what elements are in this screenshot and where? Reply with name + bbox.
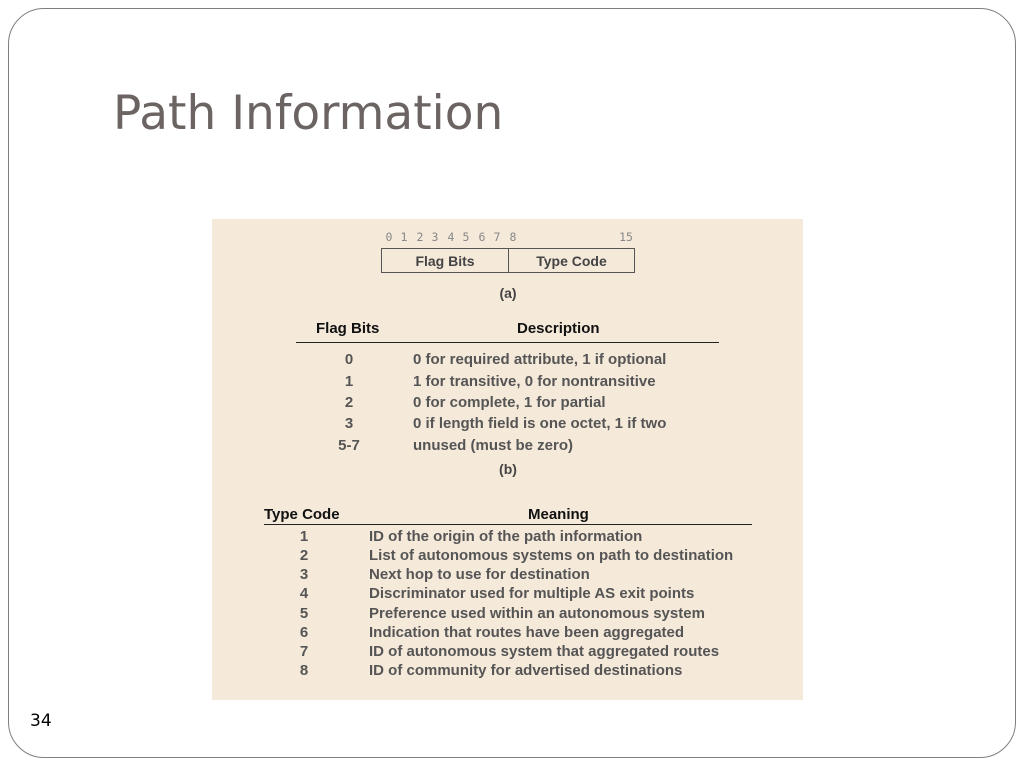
type-code-value: 8 <box>299 662 309 679</box>
slide-title: Path Information <box>113 86 504 141</box>
type-code-value: 3 <box>299 566 309 583</box>
type-code-meaning: List of autonomous systems on path to destination <box>369 547 734 564</box>
type-code-meaning: Preference used within an autonomous system <box>369 605 705 622</box>
flag-bit-description: unused (must be zero) <box>413 437 574 454</box>
type-code-header: Type Code <box>264 506 340 523</box>
type-code-meaning: Indication that routes have been aggregated <box>369 624 685 641</box>
flag-bits-header: Flag Bits <box>316 320 380 337</box>
type-code-value: 2 <box>299 547 309 564</box>
type-code-meaning: Next hop to use for destination <box>369 566 590 583</box>
flag-bit-value: 5-7 <box>338 437 360 454</box>
flag-bit-value: 3 <box>344 415 354 432</box>
slide-number: 34 <box>30 711 52 731</box>
flag-bit-description: 0 for required attribute, 1 if optional <box>413 351 667 368</box>
type-code-value: 7 <box>299 643 309 660</box>
type-code-value: 4 <box>299 585 309 602</box>
bit-number: 4 <box>447 230 455 244</box>
type-code-value: 6 <box>299 624 309 641</box>
flag-bit-description: 1 for transitive, 0 for nontransitive <box>413 373 656 390</box>
type-code-field: Type Code <box>508 248 635 273</box>
path-attribute-figure <box>212 219 803 700</box>
table-b-rule <box>296 342 719 343</box>
figure-caption-a: (a) <box>499 285 517 301</box>
bit-number: 5 <box>462 230 470 244</box>
type-code-value: 5 <box>299 605 309 622</box>
bit-number: 1 <box>400 230 408 244</box>
table-c-rule <box>264 524 752 525</box>
bit-number: 3 <box>431 230 439 244</box>
description-header: Description <box>517 320 600 337</box>
flag-bit-description: 0 for complete, 1 for partial <box>413 394 606 411</box>
bit-number: 15 <box>619 230 633 244</box>
meaning-header: Meaning <box>528 506 589 523</box>
flag-bit-description: 0 if length field is one octet, 1 if two <box>413 415 667 432</box>
figure-caption-b: (b) <box>499 461 517 477</box>
type-code-meaning: ID of community for advertised destinations <box>369 662 683 679</box>
type-code-meaning: Discriminator used for multiple AS exit points <box>369 585 695 602</box>
flag-bits-field: Flag Bits <box>381 248 509 273</box>
bit-number: 6 <box>478 230 486 244</box>
flag-bit-value: 2 <box>344 394 354 411</box>
bit-number: 0 <box>385 230 393 244</box>
flag-bit-value: 1 <box>344 373 354 390</box>
type-code-meaning: ID of autonomous system that aggregated routes <box>369 643 720 660</box>
flag-bit-value: 0 <box>344 351 354 368</box>
bit-number: 2 <box>416 230 424 244</box>
bit-number: 7 <box>493 230 501 244</box>
type-code-meaning: ID of the origin of the path information <box>369 528 643 545</box>
bit-number: 8 <box>509 230 517 244</box>
type-code-value: 1 <box>299 528 309 545</box>
